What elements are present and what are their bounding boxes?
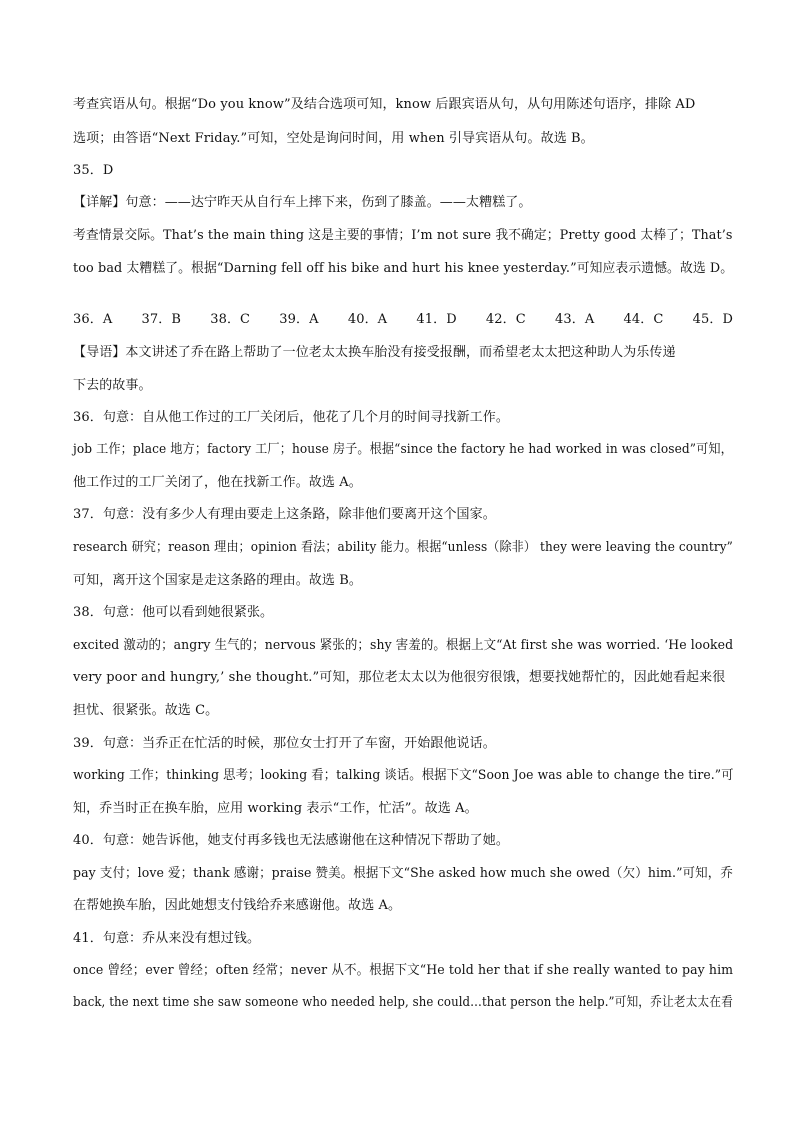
text-line: excited 激动的；angry 生气的；nervous 紧张的；shy 害羞的。根据上文“At first she was worried. ‘He looked (73, 638, 734, 653)
text-line: very poor and hungry,’ she thought.”可知，那位老太太以为他很穷很饿，想要找她帮忙的，因此她看起来很 (73, 670, 726, 685)
text-line: 考查情景交际。That’s the main thing 这是主要的事情；I’m not sure 我不确定；Pretty good 太棒了；That’s (73, 228, 733, 243)
text-line: 下去的故事。 (73, 378, 152, 393)
text-line: 【导语】本文讲述了乔在路上帮助了一位老太太换车胎没有接受报酬，而希望老太太把这种助人为乐传递 (73, 345, 676, 360)
answer-item: 41．D (416, 312, 457, 327)
answer-item: 44．C (623, 312, 664, 327)
text-line: 41．句意：乔从来没有想过钱。 (73, 931, 261, 946)
text-line: 知，乔当时正在换车胎，应用 working 表示“工作，忙活”。故选 A。 (73, 801, 478, 816)
answer-item: 37．B (141, 312, 182, 327)
text-line: 39．句意：当乔正在忙活的时候，那位女士打开了车窗，开始跟他说话。 (73, 736, 496, 751)
text-line: back, the next time she saw someone who needed help, she could…that person the help.”可知，乔让老太太在看 (73, 995, 733, 1010)
answer-item: 40．A (347, 312, 388, 327)
answer-item: 43．A (555, 312, 595, 327)
text-line: 担忧、很紧张。故选 C。 (73, 703, 219, 718)
text-line: working 工作；thinking 思考；looking 看；talking 谈话。根据下文“Soon Joe was able to change the tire.”可 (73, 768, 734, 783)
answer-item: 38．C (210, 312, 251, 327)
text-line: 38．句意：他可以看到她很紧张。 (73, 605, 274, 620)
text-line: job 工作；place 地方；factory 工厂；house 房子。根据“since the factory he had worked in was closed”可知， (73, 442, 733, 457)
text-line: 可知，离开这个国家是走这条路的理由。故选 B。 (73, 573, 362, 588)
answer-item: 45．D (692, 312, 733, 327)
text-line: 40．句意：她告诉他，她支付再多钱也无法感谢他在这种情况下帮助了她。 (73, 833, 509, 848)
text-line: pay 支付；love 爱；thank 感谢；praise 赞美。根据下文“She asked how much she owed（欠）him.”可知，乔 (73, 866, 733, 881)
text-line: 选项；由答语“Next Friday.”可知，空处是询问时间，用 when 引导宾语从句。故选 B。 (73, 131, 594, 146)
text-line: 考查宾语从句。根据“Do you know”及结合选项可知，know 后跟宾语从句，从句用陈述句语序，排除 AD (73, 97, 696, 112)
text-line: 在帮她换车胎，因此她想支付钱给乔来感谢他。故选 A。 (73, 898, 402, 913)
text-line: 37．句意：没有多少人有理由要走上这条路，除非他们要离开这个国家。 (73, 507, 496, 522)
text-line: 36．句意：自从他工作过的工厂关闭后，他花了几个月的时间寻找新工作。 (73, 410, 509, 425)
text-line: too bad 太糟糕了。根据“Darning fell off his bike and hurt his knee yesterday.”可知应表示遗憾。故选 D。 (73, 261, 734, 276)
answer-item: 42．C (485, 312, 526, 327)
answer-heading: 35．D (73, 163, 114, 178)
answer-item: 39．A (279, 312, 319, 327)
text-line: research 研究；reason 理由；opinion 看法；ability 能力。根据“unless（除非） they were leaving the country” (73, 540, 733, 555)
answer-key-row (73, 311, 733, 329)
text-line: 【详解】句意：——达宁昨天从自行车上摔下来，伤到了膝盖。——太糟糕了。 (73, 195, 532, 210)
text-line: once 曾经；ever 曾经；often 经常；never 从不。根据下文“He told her that if she really wanted to pay him (73, 963, 734, 978)
answer-item: 36．A (73, 312, 113, 327)
text-line: 他工作过的工厂关闭了，他在找新工作。故选 A。 (73, 475, 362, 490)
